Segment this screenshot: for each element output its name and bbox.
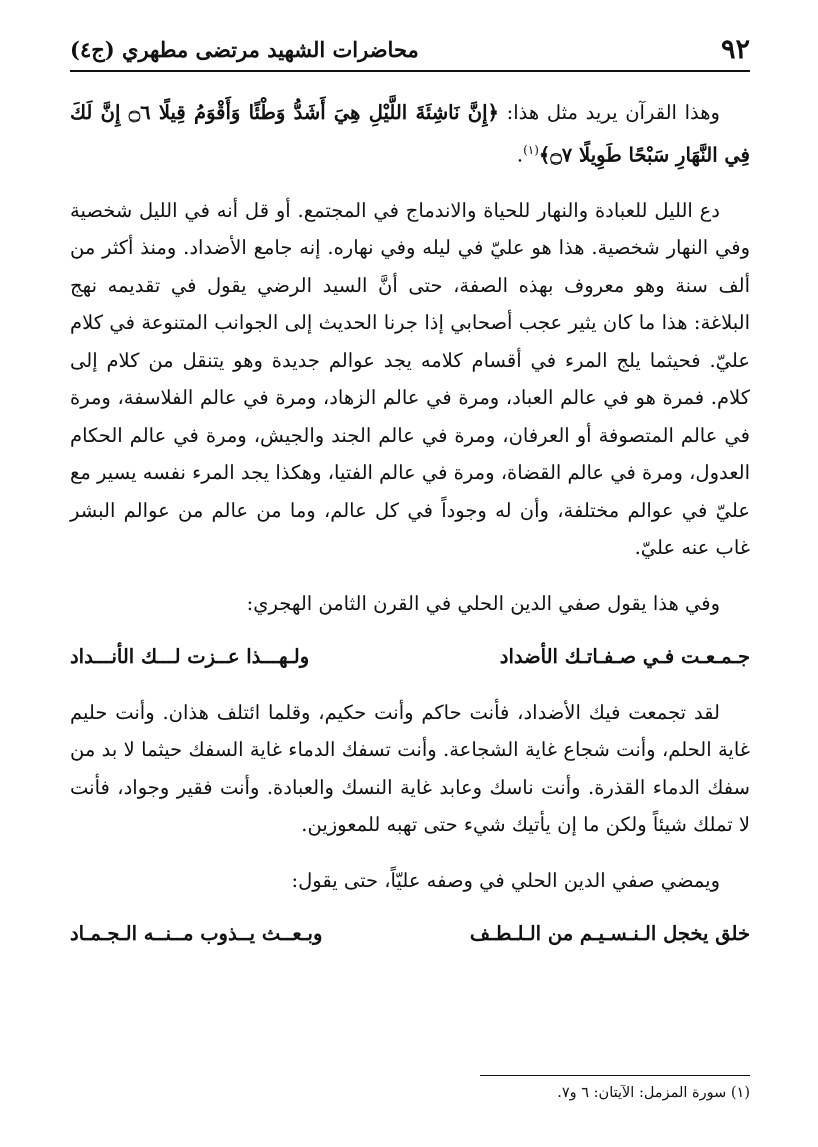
paragraph-quran-quote	[70, 94, 750, 174]
body-text	[70, 94, 750, 961]
footnote: (١) سورة المزمل: الآيتان: ٦ و٧.	[557, 1085, 750, 1101]
paragraph-intro: وهذا القرآن يريد مثل هذا:	[498, 101, 720, 124]
footnote-marker: (١)	[523, 142, 539, 157]
page-number: ٩٢	[720, 33, 750, 65]
footnote-rule	[480, 1075, 750, 1076]
paragraph-end: .	[516, 143, 524, 166]
paragraph-poet-intro: وفي هذا يقول صفي الدين الحلي في القرن الثامن الهجري:	[246, 591, 720, 615]
poem-verse-2	[70, 915, 750, 953]
poem-verse-1	[70, 638, 750, 676]
running-header	[70, 30, 750, 68]
header-title: محاضرات الشهيد مرتضى مطهري (ج٤)	[70, 36, 419, 62]
paragraph-verse-explanation: لقد تجمعت فيك الأضداد، فأنت حاكم وأنت حكيم، وقلما ائتلف هذان. وأنت حليم غاية الحلم، وأنت شجاع غاية الشجاعة. وأنت تسفك الدماء غاية السفك حيثما لا بد من سفك الدماء القذرة. وأنت ناسك وعابد غاية النسك والعبادة. وأنت فقير وجواد، فأنت لا تملك شيئاً ولكن ما إن يأتيك شيء حتى تهبه للمعوزين.	[70, 700, 750, 836]
verse-1-second-hemistich: ولـهـــذا عــزت لـــك الأنـــداد	[70, 645, 310, 668]
quran-verse: ﴿إِنَّ نَاشِئَةَ اللَّيْلِ هِيَ أَشَدُّ وَطْئًا وَأَقْوَمُ قِيلًا ۝٦ إِنَّ لَكَ فِي النَّهَارِ سَبْحًا طَوِيلًا ۝٧﴾	[70, 101, 750, 166]
verse-2-first-hemistich: خلق يخجل الـنـسـيـم من الـلـطـف	[469, 922, 750, 945]
verse-1-first-hemistich: جـمـعـت فـي صـفـاتـك الأضداد	[499, 645, 750, 668]
paragraph-ali-contrasts: دع الليل للعبادة والنهار للحياة والاندماج في المجتمع. أو قل أنه في الليل شخصية وفي النهار شخصية. هذا هو عليّ في ليله وفي نهاره. إنه جامع الأضداد. ومنذ أكثر من ألف سنة وهو معروف بهذه الصفة، حتى أنَّ السيد الرضي يقول في تقديمه نهج البلاغة: هذا ما كان يثير عجب أصحابي إذا جرنا الحديث إلى الجوانب المتنوعة في كلام عليّ. فحيثما يلج المرء في أقسام كلامه يجد عوالم جديدة وهو يتنقل من كلام إلى كلام. فمرة هو في عالم العباد، ومرة في عالم الزهاد، ومرة في عالم الفلاسفة، ومرة في عالم المتصوفة أو العرفان، ومرة في عالم الجند والجيش، ومرة في عالم الحكام العدول، ومرة في عالم القضاة، ومرة في عالم الفتيا، وهكذا يجد المرء نفسه يسير مع عليّ في عوالم مختلفة، وأن له وجوداً في كل عالم، وما من عالم من عوالم البشر غاب عنه عليّ.	[70, 198, 750, 559]
paragraph-poet-continues: ويمضي صفي الدين الحلي في وصفه عليّاً، حتى يقول:	[291, 868, 720, 892]
header-rule	[70, 70, 750, 72]
verse-2-second-hemistich: وبـعــث يــذوب مــنــه الـجـمـاد	[70, 922, 323, 945]
